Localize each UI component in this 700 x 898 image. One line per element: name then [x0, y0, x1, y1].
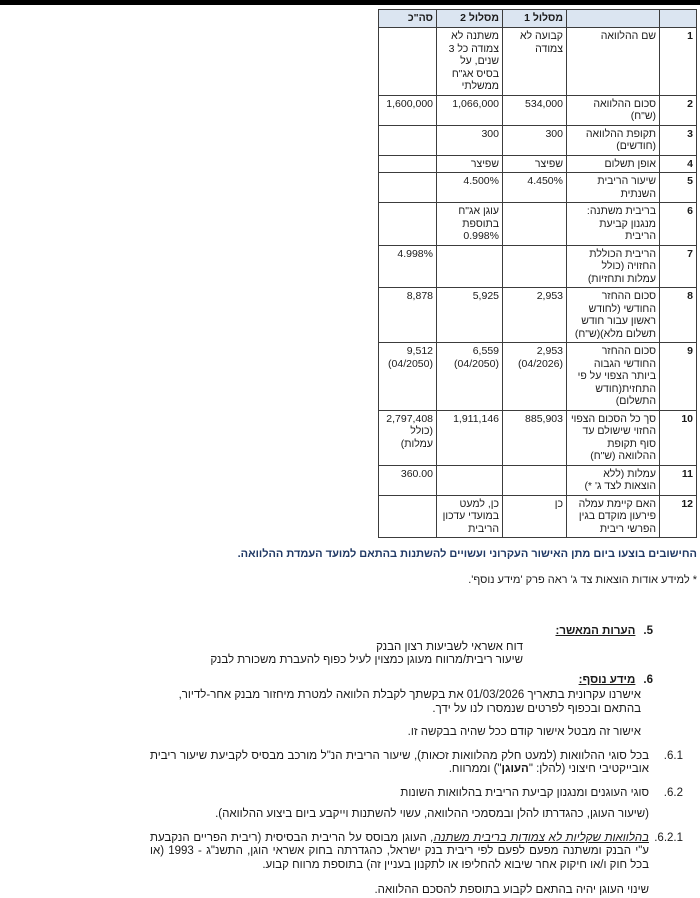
cell-track2: כן, למעט במועדי עדכון הריבית: [437, 495, 503, 538]
cell-label: סך כל הסכום הצפוי החזוי שישולם עד סוף תקופת ההלוואה (ש"ח): [567, 410, 660, 465]
cell-track1: [503, 203, 567, 246]
cell-track1: 2,953: [503, 288, 567, 343]
cell-track2: 6,559 (04/2050): [437, 343, 503, 411]
section-5-number: 5.: [643, 625, 653, 637]
loan-comparison-table: [378, 9, 697, 538]
cell-total: [379, 495, 437, 538]
cell-track2: 4.500%: [437, 173, 503, 203]
cell-label: עמלות (ללא הוצאות לצד ג' *): [567, 465, 660, 495]
item-6-2-1-text: [150, 832, 649, 873]
table-row: [379, 410, 697, 465]
cell-num: 9: [660, 343, 697, 411]
cell-total: 9,512 (04/2050): [379, 343, 437, 411]
calculation-disclaimer-note: החישובים בוצעו ביום מתן האישור העקרוני ועשויים להשתנות בהתאם למועד העמדת ההלוואה.: [237, 548, 697, 560]
cell-track1: 885,903: [503, 410, 567, 465]
section-5-approver-notes: [150, 625, 653, 668]
section-6-additional-info: [150, 674, 653, 740]
loan-table-body: [379, 28, 697, 538]
cell-total: [379, 28, 437, 96]
item-6-2-text: [150, 787, 649, 822]
cell-track2: שפיצר: [437, 155, 503, 173]
cell-total: [379, 173, 437, 203]
header-total: סה"כ: [379, 10, 437, 28]
anchor-term-bold: העוגן: [501, 763, 529, 775]
approver-note-line: שיעור ריבית/מרווח מעוגן כמצוין לעיל כפוף להעברת משכורת לבנק: [210, 654, 523, 666]
section-5-heading: [150, 625, 653, 639]
cell-num: 11: [660, 465, 697, 495]
cell-total: 4.998%: [379, 245, 437, 288]
table-row: [379, 245, 697, 288]
cell-total: 8,878: [379, 288, 437, 343]
shekel-loans-underlined-phrase: בהלוואות שקליות לא צמודות בריבית משתנה,: [430, 831, 649, 844]
header-track1: מסלול 1: [503, 10, 567, 28]
approver-note-line: דוח אשראי לשביעות רצון הבנק: [376, 640, 523, 653]
cell-total: [379, 155, 437, 173]
table-row: [379, 495, 697, 538]
item-6-2-1-number: 6.2.1.: [654, 831, 683, 844]
cell-label: האם קיימת עמלה פירעון מוקדם בגין הפרשי ריבית: [567, 495, 660, 538]
item-6-2-line2: (שיעור העוגן, כהגדרתו להלן ובמסמכי ההלוואה, עשוי להשתנות וייקבע ביום ביצוע ההלוואה).: [215, 808, 649, 820]
table-row: [379, 95, 697, 125]
cell-num: 5: [660, 173, 697, 203]
table-row: [379, 173, 697, 203]
section-5-title: הערות המאשר:: [555, 625, 636, 637]
cell-track1: 534,000: [503, 95, 567, 125]
section-6-heading: [150, 674, 653, 688]
item-6-1: [150, 750, 683, 777]
cell-track2: 1,066,000: [437, 95, 503, 125]
cell-label: הריבית הכוללת החזויה (כולל עמלות ותחזיות): [567, 245, 660, 288]
cell-label: סכום ההחזר החודשי הגבוה ביותר הצפוי על פי התחזית(חודש התשלום): [567, 343, 660, 411]
cell-track1: כן: [503, 495, 567, 538]
cell-label: סכום ההלוואה (ש"ח): [567, 95, 660, 125]
item-6-2: [150, 787, 683, 822]
table-row: [379, 343, 697, 411]
table-row: [379, 203, 697, 246]
loan-table-header: [379, 10, 697, 28]
page-top-strip: [0, 0, 700, 5]
cell-num: 3: [660, 125, 697, 155]
item-6-2-1: [150, 832, 683, 873]
section-6-title: מידע נוסף:: [578, 673, 636, 686]
cell-total: 360.00: [379, 465, 437, 495]
cell-num: 2: [660, 95, 697, 125]
item-6-2-line1: סוגי העוגנים ומנגנון קביעת הריבית בהלוואות השונות: [400, 786, 649, 799]
cell-track2: [437, 245, 503, 288]
third-party-costs-footnote: * למידע אודות הוצאות צד ג' ראה פרק 'מידע נוסף'.: [468, 574, 697, 586]
cell-label: שם ההלוואה: [567, 28, 660, 96]
cell-track2: משתנה לא צמודה כל 3 שנים, על בסיס אג"ח ממשלתי: [437, 28, 503, 96]
table-row: [379, 28, 697, 96]
cell-num: 1: [660, 28, 697, 96]
header-row: [379, 10, 697, 28]
item-6-1-number: 6.1.: [663, 749, 683, 762]
cell-track1: 300: [503, 125, 567, 155]
section-5-body: [150, 641, 523, 668]
item-6-1-text-before: בכל סוגי ההלוואות (למעט חלק מהלוואות זכאות), שיעור הריבית הנ"ל מורכב מבסיס לקביעת שיעור ריבית אובייקטיבי חיצוני (להלן: ": [150, 749, 649, 775]
cell-label: תקופת ההלוואה (חודשים): [567, 125, 660, 155]
anchor-change-closing-line: שינוי העוגן יהיה בהתאם לקבוע בתוספת להסכם ההלוואה.: [374, 884, 649, 896]
approval-paragraph: אישרנו עקרונית בתאריך 01/03/2026 את בקשתך לקבלת הלוואה למטרת מיחזור מבנק אחר-לדיור, בהתאם ובכפוף לפרטים שנמסרו לנו על ידך.: [178, 689, 641, 715]
cell-label: סכום ההחזר החודשי (לחודש ראשון עבור חודש תשלום מלא)(ש"ח): [567, 288, 660, 343]
table-row: [379, 155, 697, 173]
cell-track1: [503, 245, 567, 288]
header-track2: מסלול 2: [437, 10, 503, 28]
cell-total: 2,797,408 (כולל עמלות): [379, 410, 437, 465]
cell-track2: 1,911,146: [437, 410, 503, 465]
table-row: [379, 125, 697, 155]
table-row: [379, 465, 697, 495]
cell-track2: 5,925: [437, 288, 503, 343]
section-6-number: 6.: [643, 673, 653, 686]
cell-track2: עוגן אג"ח בתוספת 0.998%: [437, 203, 503, 246]
cell-track1: 4.450%: [503, 173, 567, 203]
cell-num: 6: [660, 203, 697, 246]
cell-num: 7: [660, 245, 697, 288]
cancellation-paragraph: אישור זה מבטל אישור קודם ככל שהיה בבקשה זו.: [407, 726, 641, 738]
cell-track1: 2,953 (04/2026): [503, 343, 567, 411]
sections-block: [150, 625, 697, 898]
section-6-body: [150, 689, 641, 740]
cell-total: 1,600,000: [379, 95, 437, 125]
item-6-2-number: 6.2.: [663, 786, 683, 799]
cell-num: 8: [660, 288, 697, 343]
header-row-number: [660, 10, 697, 28]
cell-track1: [503, 465, 567, 495]
cell-num: 10: [660, 410, 697, 465]
header-label: [567, 10, 660, 28]
cell-track1: קבועה לא צמודה: [503, 28, 567, 96]
cell-num: 4: [660, 155, 697, 173]
cell-label: אופן תשלום: [567, 155, 660, 173]
item-6-1-text-after: ") וממרווח.: [448, 763, 502, 775]
cell-total: [379, 203, 437, 246]
cell-total: [379, 125, 437, 155]
document-page: [0, 9, 700, 898]
cell-label: בריבית משתנה: מנגנון קביעת הריבית: [567, 203, 660, 246]
table-row: [379, 288, 697, 343]
item-6-1-text: [150, 750, 649, 777]
cell-track2: 300: [437, 125, 503, 155]
cell-num: 12: [660, 495, 697, 538]
cell-label: שיעור הריבית השנתית: [567, 173, 660, 203]
item-6-2-1-text-rest: העוגן מבוסס על הריבית הבסיסית (ריבית הפריים הנקבעת ע"י הבנק ומשתנה מפעם לפעם לפי ריבית בנק ישראל, כהגדרתה בחוק אשראי הוגן, התשנ"ג - 1993 (או בכל חוק ו/או חיקוק אחר שיבוא להחליפו או לתקנון בעניין זה) בתוספת מרווח קבוע.: [150, 831, 650, 871]
cell-track1: שפיצר: [503, 155, 567, 173]
cell-track2: [437, 465, 503, 495]
